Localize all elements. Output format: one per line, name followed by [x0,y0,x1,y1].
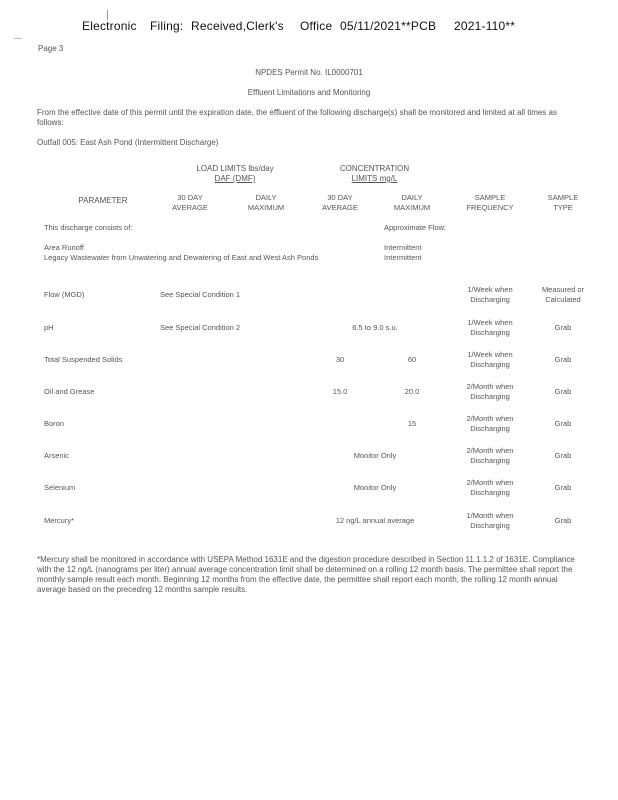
row-type-line2: Calculated [545,295,581,304]
row-freq-line2: Discharging [470,488,510,497]
row-type-line1: Grab [554,419,572,428]
header-parameter: PARAMETER [78,196,128,205]
row-parameter: Arsenic [44,451,70,460]
consists-label: This discharge consists of: [44,223,133,232]
header-load-daily-b: MAXIMUM [247,203,285,212]
intro-paragraph: From the effective date of this permit until the expiration date, the effluent of the following discharge(s) shall be monitored and limited at all times as follows: [37,108,557,127]
header-type-b: TYPE [553,203,573,212]
row-parameter: Mercury* [44,516,75,525]
row-freq-line2: Discharging [470,295,510,304]
row-conc-daily: 15 [407,419,417,428]
row-freq-line2: Discharging [470,392,510,401]
row-freq-line1: 2/Month when [466,446,514,455]
header-conc-daily-a: DAILY [401,193,423,202]
row-freq-line2: Discharging [470,360,510,369]
row-parameter: Boron [44,419,65,428]
header-type-a: SAMPLE [547,193,579,202]
row-conc-30day: 15.0 [332,387,348,396]
row-type-line1: Grab [554,451,572,460]
row-freq-line2: Discharging [470,328,510,337]
scan-tick [14,38,22,39]
header-conc-30-a: 30 DAY [327,193,353,202]
row-freq-line2: Discharging [470,456,510,465]
row-conc-note: 12 ng/L annual average [335,516,415,525]
row-freq-line2: Discharging [470,521,510,530]
row-conc-daily: 20.0 [404,387,420,396]
row-load-note: See Special Condition 1 [160,290,241,299]
row-freq-line2: Discharging [470,424,510,433]
permit-number: NPDES Permit No. IL0000701 [255,68,363,77]
row-type-line1: Grab [554,323,572,332]
header-freq-a: SAMPLE [474,193,506,202]
row-conc-30day: 30 [335,355,345,364]
stamp-date: 05/11/2021**PCB [340,19,437,33]
row-type-line1: Measured or [541,285,585,294]
list-item-flow: Intermittent [384,243,422,252]
stamp-received: Received,Clerk's [191,19,284,33]
row-freq-line1: 1/Month when [466,511,514,520]
stamp-docket: 2021-110** [454,19,516,33]
row-freq-line1: 2/Month when [466,414,514,423]
row-type-line1: Grab [554,483,572,492]
section-title: Effluent Limitations and Monitoring [247,88,371,97]
header-concentration: CONCENTRATION [339,164,410,173]
row-load-note: See Special Condition 2 [160,323,241,332]
row-parameter: Selenium [44,483,76,492]
header-daf: DAF (DMF) [214,174,256,183]
page-number: Page 3 [38,44,64,53]
header-freq-b: FREQUENCY [466,203,514,212]
header-load-30-a: 30 DAY [177,193,203,202]
row-conc-note: 6.5 to 9.0 s.u. [352,323,398,332]
row-parameter: Oil and Grease [44,387,95,396]
approx-flow-label: Approximate Flow: [384,223,447,232]
header-conc-30-b: AVERAGE [322,203,358,212]
row-type-line1: Grab [554,387,572,396]
mercury-footnote: *Mercury shall be monitored in accordance with USEPA Method 1631E and the digestion procedure described in Section 11.1.1.2 of 1631E. Compliance with the 12 ng/L (nanograms per liter) annual average concentration limit shall be determined on a rolling 12 month basis. The permittee shall report the monthly sample result each month. Beginning 12 months from the effective date, the permittee shall report each month, the rolling 12 month annual average based on the preceding 12 months sample results. [37,555,575,594]
header-load-limits: LOAD LIMITS lbs/day [196,164,274,173]
row-conc-note: Monitor Only [353,483,397,492]
row-conc-note: Monitor Only [353,451,397,460]
stamp-office: Office [300,19,333,33]
header-load-daily-a: DAILY [255,193,277,202]
header-conc-daily-b: MAXIMUM [393,203,431,212]
stamp-filing: Filing: [150,19,184,33]
stamp-electronic: Electronic [82,19,137,33]
row-parameter: pH [44,323,54,332]
row-parameter: Flow (MGD) [44,290,85,299]
header-load-30-b: AVERAGE [172,203,208,212]
row-type-line1: Grab [554,516,572,525]
list-item-flow: Intermittent [384,253,422,262]
row-freq-line1: 2/Month when [466,382,514,391]
header-limits-mgl: LIMITS mg/L [351,174,398,183]
row-freq-line1: 1/Week when [467,285,513,294]
outfall-title: Outfall 005: East Ash Pond (Intermittent Discharge) [37,138,219,147]
list-item: Area Runoff [44,243,84,252]
row-type-line1: Grab [554,355,572,364]
row-freq-line1: 2/Month when [466,478,514,487]
list-item: Legacy Wastewater from Unwatering and Dewatering of East and West Ash Ponds [44,253,319,262]
row-freq-line1: 1/Week when [467,318,513,327]
row-freq-line1: 1/Week when [467,350,513,359]
row-conc-daily: 60 [407,355,417,364]
row-parameter: Total Suspended Solids [44,355,123,364]
